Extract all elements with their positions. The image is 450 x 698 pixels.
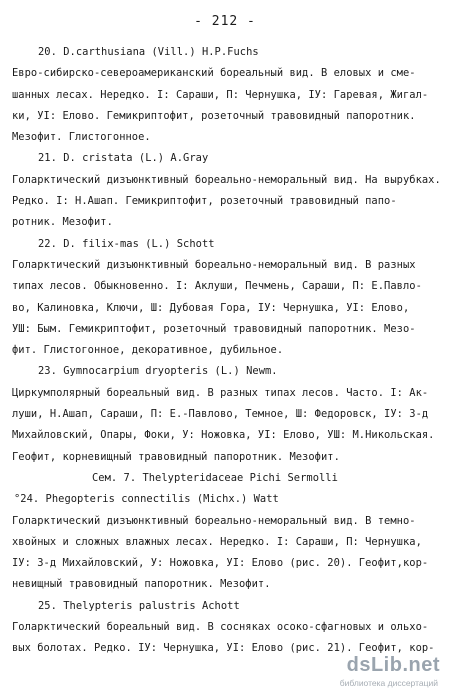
- text-line: вых болотах. Редко. IУ: Чернушка, УI: Елово (рис. 21). Геофит, кор-: [12, 642, 435, 655]
- text-line: во, Калиновка, Ключи, Ш: Дубовая Гора, IУ: Чернушка, УI: Елово,: [12, 301, 410, 314]
- text-line: °24. Phegopteris connectilis (Michx.) Watt: [14, 493, 279, 506]
- text-line: ки, УI: Елово. Гемикриптофит, розеточный травовидный папоротник.: [12, 109, 416, 122]
- text-line: 22. D. filix-mas (L.) Schott: [38, 237, 215, 250]
- text-line: 20. D.carthusiana (Vill.) H.P.Fuchs: [38, 46, 259, 58]
- text-line: луши, Н.Ашап, Сараши, П: Е.-Павлово, Темное, Ш: Федоровск, IУ: 3-д: [12, 408, 429, 421]
- text-line: Голарктический дизъюнктивный бореально-неморальный вид. В разных: [12, 258, 416, 271]
- document-body: [12, 42, 444, 660]
- text-line: Редко. I: Н.Ашап. Гемикриптофит, розеточный травовидный папо-: [12, 195, 397, 208]
- page-number: - 212 -: [194, 14, 256, 29]
- text-line: 25. Thelypteris palustris Achott: [38, 599, 240, 612]
- text-line: УШ: Бым. Гемикриптофит, розеточный травовидный папоротник. Мезо-: [12, 322, 416, 335]
- text-line: Голарктический бореальный вид. В сосняках осоко-сфагновых и ольхо-: [12, 621, 429, 634]
- text-line: ротник. Мезофит.: [12, 216, 113, 229]
- text-line: 23. Gymnocarpium dryopteris (L.) Newm.: [38, 365, 278, 378]
- text-line: 21. D. cristata (L.) A.Gray: [38, 152, 209, 165]
- text-line: Сем. 7. Thelypteridaceae Pichi Sermolli: [92, 471, 338, 484]
- watermark: [320, 654, 440, 694]
- watermark-logo: dsLib.net: [346, 654, 440, 676]
- text-line: Геофит, корневищный травовидный папоротник. Мезофит.: [12, 450, 340, 463]
- text-line: фит. Глистогонное, декоративное, дубильное.: [12, 344, 284, 357]
- text-line: Михайловский, Опары, Фоки, У: Ножовка, УI: Елово, УШ: М.Никольская.: [12, 429, 435, 442]
- text-line: IУ: 3-д Михайловский, У: Ножовка, УI: Елово (рис. 20). Геофит,кор-: [12, 557, 429, 570]
- text-line: Евро-сибирско-североамериканский бореальный вид. В еловых и сме-: [12, 67, 416, 80]
- text-line: хвойных и сложных влажных лесах. Нередко. I: Сараши, П: Чернушка,: [12, 535, 422, 548]
- watermark-subtitle: библиотека диссертаций: [339, 678, 438, 688]
- text-line: невищный травовидный папоротник. Мезофит.: [12, 578, 271, 591]
- text-line: Циркумполярный бореальный вид. В разных типах лесов. Часто. I: Ак-: [12, 386, 429, 399]
- text-line: Голарктический дизъюнктивный бореально-неморальный вид. В темно-: [12, 514, 416, 527]
- text-line: Мезофит. Глистогонное.: [12, 131, 151, 144]
- text-line: типах лесов. Обыкновенно. I: Аклуши, Печмень, Сараши, П: Е.Павло-: [12, 280, 422, 293]
- text-line: Голарктический дизъюнктивный бореально-неморальный вид. На вырубках.: [12, 173, 441, 186]
- text-line: шанных лесах. Нередко. I: Сараши, П: Чернушка, IУ: Гаревая, Жигал-: [12, 88, 429, 101]
